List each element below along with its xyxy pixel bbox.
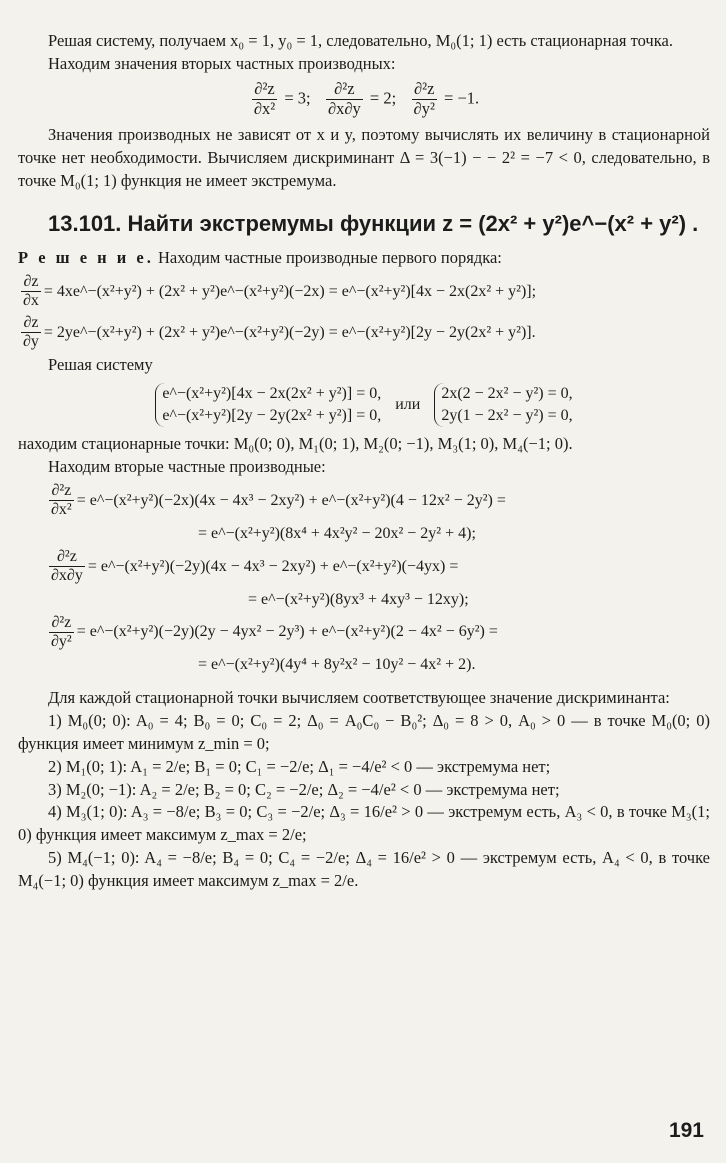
discriminant-intro: Для каждой стационарной точки вычисляем соответствующее значение дискриминанта: [48, 688, 670, 708]
fraction: $\frac{\text{∂²z}}{\text{∂x²}}$ [253, 78, 276, 118]
fraction: $\frac{\text{∂²z}}{\text{∂y²}}$ [413, 78, 435, 118]
fraction: $\frac{\text{∂²z}}{\partial x\partial y}$ [51, 547, 83, 585]
equation-dz-dx: $\frac{\partial z}{\partial x}$ = 4xe^−(x²+y²) + (2x² + y²)e^−(x²+y²)(−2x) = e^−(x²+y²)[4x − 2x(2x² + y²)]; [23, 272, 537, 310]
case-4: 4) M₃(1; 0): A₃ = −8/e; B₃ = 0; C₃ = −2/e; Δ₃ = 16/e² > 0 — экстремум есть, A₃ < 0, в точке M₃(1; 0) функция имеет максимум z_max = 2/e; [18, 802, 710, 845]
paragraph-second-derivatives: Находим значения вторых частных производных: [48, 53, 396, 73]
equation-d2z-dx2-result: = e^−(x²+y²)(8x⁴ + 4x²y² − 20x² − 2y² + 4); [198, 524, 476, 542]
case-3: 3) M₂(0; −1): A₂ = 2/e; B₂ = 0; C₂ = −2/e; Δ₂ = −4/e² < 0 — экстремума нет; [48, 779, 560, 799]
fraction: $\frac{\partial z}{\partial y}$ [23, 313, 39, 351]
equation-d2z-dxdy: $\frac{\text{∂²z}}{\partial x\partial y}$ = e^−(x²+y²)(−2y)(4x − 4x³ − 2xy²) + e^−(x²+y²)(−4yx) = [51, 547, 459, 585]
equation-d2z-dx2: $\frac{\text{∂²z}}{\text{∂x²}}$ = e^−(x²+y²)(−2x)(4x − 4x³ − 2xy²) + e^−(x²+y²)(4 − 12x² − 2y²) = [51, 481, 506, 519]
case-5: 5) M₄(−1; 0): A₄ = −8/e; B₄ = 0; C₄ = −2/e; Δ₄ = 16/e² > 0 — экстремум есть, A₄ < 0, в точке M₄(−1; 0) функция имеет максимум z_max = 2/e. [18, 847, 710, 890]
case-1: 1) M₀(0; 0): A₀ = 4; B₀ = 0; C₀ = 2; Δ₀ = A₀C₀ − B₀²; Δ₀ = 8 > 0, A₀ > 0 — в точке M₀(0; 0) функция имеет минимум z_min = 0; [18, 711, 710, 754]
case-2: 2) M₁(0; 1): A₁ = 2/e; B₁ = 0; C₁ = −2/e; Δ₁ = −4/e² < 0 — экстремума нет; [48, 756, 551, 776]
paragraph-discriminant: Значения производных не зависят от x и y, поэтому вычислять их величину в стационарной точке нет необходимости. Вычисляем дискриминант Δ = 3(−1) − − 2² = −7 < 0, следовательно, в точке M₀(1; 1) функция не имеет экстремума. [18, 125, 710, 190]
system-left: e^−(x²+y²)[4x − 2x(2x² + y²)] = 0, e^−(x²+y²)[2y − 2y(2x² + y²)] = 0, [155, 383, 381, 427]
second-derivatives-label: Находим вторые частные производные: [48, 457, 326, 477]
solution-intro: Р е ш е н и е. Находим частные производные первого порядка: [18, 248, 502, 268]
fraction: $\frac{\text{∂²z}}{\partial x\partial y}$ [327, 78, 361, 118]
equation-d2z-dxdy-result: = e^−(x²+y²)(8yx³ + 4xy³ − 12xy); [248, 590, 469, 608]
fraction: $\frac{\partial z}{\partial x}$ [23, 272, 39, 310]
equation-d2z-dy2-result: = e^−(x²+y²)(4y⁴ + 8y²x² − 10y² − 4x² + 2). [198, 656, 476, 674]
equation-system: e^−(x²+y²)[4x − 2x(2x² + y²)] = 0, e^−(x²+y²)[2y − 2y(2x² + y²)] = 0, или 2x(2 − 2x² − y²) = 0, 2y(1 − 2x² − y²) = 0, [18, 383, 710, 427]
equation-second-derivative-values: $\frac{\text{∂²z}}{\text{∂x²}}$ = 3; $\frac{\text{∂²z}}{\partial x\partial y}$ = 2; $\frac{\text{∂²z}}{\text{∂y²}}$ = −1. [253, 78, 480, 118]
fraction: $\frac{\text{∂²z}}{\text{∂y²}}$ [51, 613, 72, 651]
system-right: 2x(2 − 2x² − y²) = 0, 2y(1 − 2x² − y²) = 0, [434, 383, 572, 427]
page-number: 191 [668, 1119, 704, 1142]
fraction: $\frac{\text{∂²z}}{\text{∂x²}}$ [51, 481, 72, 519]
equation-dz-dy: $\frac{\partial z}{\partial y}$ = 2ye^−(x²+y²) + (2x² + y²)e^−(x²+y²)(−2y) = e^−(x²+y²)[2y − 2y(2x² + y²)]. [23, 313, 536, 351]
equation-d2z-dy2: $\frac{\text{∂²z}}{\text{∂y²}}$ = e^−(x²+y²)(−2y)(2y − 4yx² − 2y³) + e^−(x²+y²)(2 − 4x² − 6y²) = [51, 613, 498, 651]
stationary-points: находим стационарные точки: M₀(0; 0), M₁(0; 1), M₂(0; −1), M₃(1; 0), M₄(−1; 0). [18, 434, 573, 454]
solution-label: Р е ш е н и е. [18, 248, 154, 268]
solve-system-label: Решая систему [48, 355, 153, 375]
paragraph-stationary-point: Решая систему, получаем x₀ = 1, y₀ = 1, следовательно, M₀(1; 1) есть стационарная точка. [48, 31, 673, 50]
problem-title: 13.101. Найти экстремумы функции z = (2x² + y²)e^−(x² + y²) . [48, 210, 699, 236]
